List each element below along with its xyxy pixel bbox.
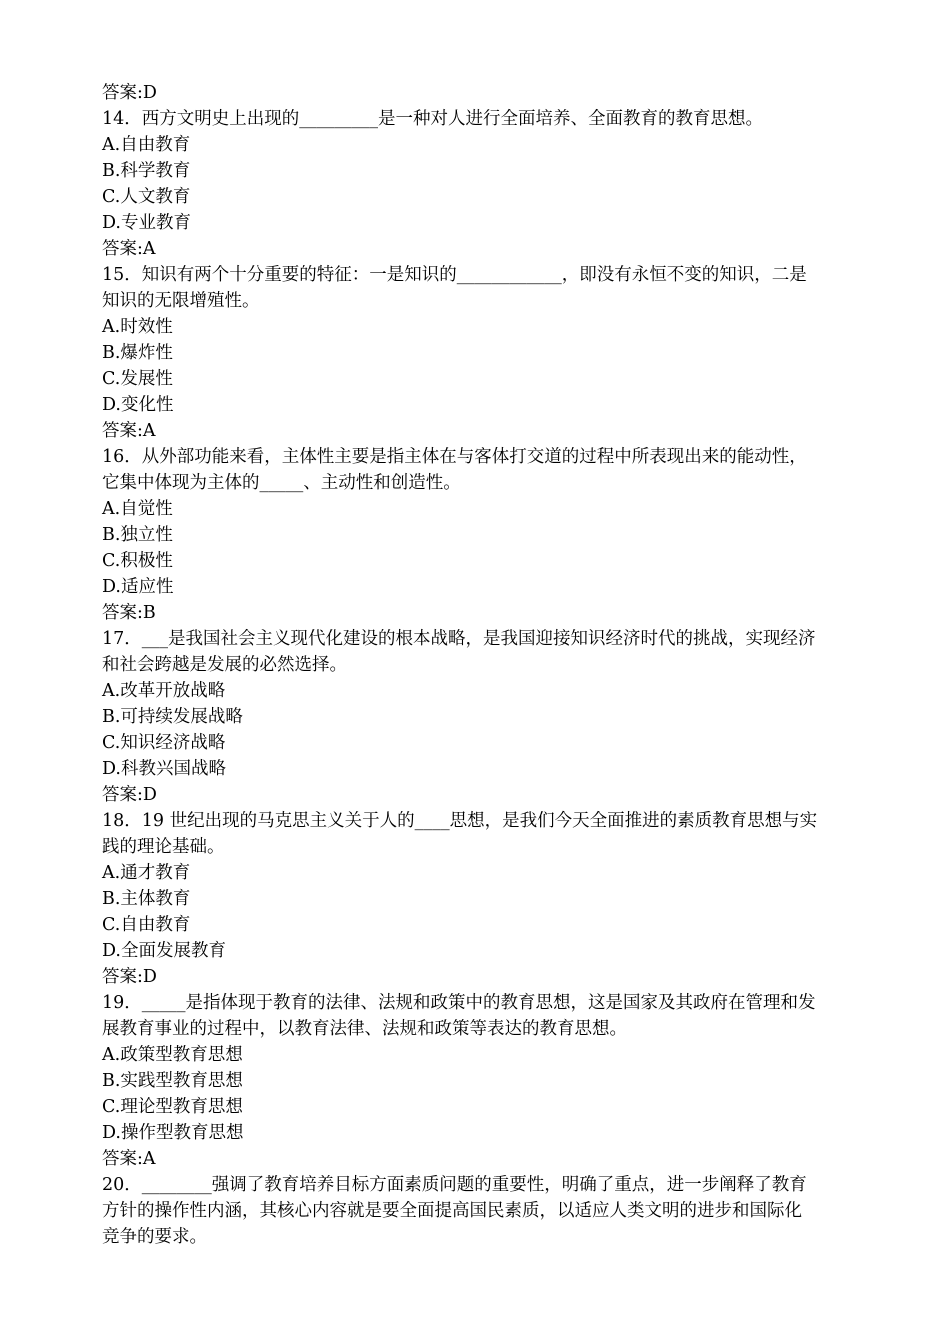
question-18-text-line2: 践的理论基础。 [102, 837, 225, 857]
question-18-option-b: B.主体教育 [102, 889, 191, 909]
question-15-option-b: B.爆炸性 [102, 343, 173, 363]
answer-15: 答案:A [102, 421, 156, 441]
question-19-text-line2: 展教育事业的过程中，以教育法律、法规和政策等表达的教育思想。 [102, 1019, 627, 1039]
question-19-option-a: A.政策型教育思想 [102, 1045, 243, 1065]
question-17-option-a: A.改革开放战略 [102, 681, 226, 701]
question-20-text-line1: 20．________强调了教育培养目标方面素质问题的重要性，明确了重点，进一步阐释了教育 [102, 1175, 807, 1195]
question-17-text-line2: 和社会跨越是发展的必然选择。 [102, 655, 347, 675]
question-16-option-a: A.自觉性 [102, 499, 173, 519]
question-15-option-a: A.时效性 [102, 317, 173, 337]
question-14-option-d: D.专业教育 [102, 213, 191, 233]
question-14-option-b: B.科学教育 [102, 161, 191, 181]
question-14-option-c: C.人文教育 [102, 187, 191, 207]
document-page [102, 80, 872, 1250]
question-16-option-d: D.适应性 [102, 577, 174, 597]
question-17-option-c: C.知识经济战略 [102, 733, 226, 753]
answer-14: 答案:A [102, 239, 156, 259]
question-14-text: 14．西方文明史上出现的_________是一种对人进行全面培养、全面教育的教育思想。 [102, 109, 764, 129]
question-17-option-d: D.科教兴国战略 [102, 759, 226, 779]
question-18-option-a: A.通才教育 [102, 863, 191, 883]
question-19-option-d: D.操作型教育思想 [102, 1123, 244, 1143]
question-15-option-c: C.发展性 [102, 369, 173, 389]
answer-19: 答案:A [102, 1149, 156, 1169]
question-17-text-line1: 17．___是我国社会主义现代化建设的根本战略，是我国迎接知识经济时代的挑战，实现经济 [102, 629, 816, 649]
question-16-text-line1: 16．从外部功能来看，主体性主要是指主体在与客体打交道的过程中所表现出来的能动性， [102, 447, 807, 467]
question-18-option-d: D.全面发展教育 [102, 941, 226, 961]
answer-13: 答案:D [102, 83, 157, 103]
answer-16: 答案:B [102, 603, 156, 623]
answer-18: 答案:D [102, 967, 157, 987]
question-15-option-d: D.变化性 [102, 395, 174, 415]
question-16-option-c: C.积极性 [102, 551, 173, 571]
question-14-option-a: A.自由教育 [102, 135, 191, 155]
question-19-option-c: C.理论型教育思想 [102, 1097, 243, 1117]
question-17-option-b: B.可持续发展战略 [102, 707, 243, 727]
question-19-option-b: B.实践型教育思想 [102, 1071, 243, 1091]
question-16-option-b: B.独立性 [102, 525, 173, 545]
question-16-text-line2: 它集中体现为主体的_____、主动性和创造性。 [102, 473, 461, 493]
question-19-text-line1: 19．_____是指体现于教育的法律、法规和政策中的教育思想，这是国家及其政府在管理和发 [102, 993, 816, 1013]
question-20-text-line3: 竞争的要求。 [102, 1227, 207, 1247]
question-15-text-line2: 知识的无限增殖性。 [102, 291, 260, 311]
answer-17: 答案:D [102, 785, 157, 805]
question-15-text-line1: 15．知识有两个十分重要的特征：一是知识的____________，即没有永恒不变的知识，二是 [102, 265, 807, 285]
question-18-text-line1: 18．19 世纪出现的马克思主义关于人的____思想，是我们今天全面推进的素质教育思想与实 [102, 811, 818, 831]
question-20-text-line2: 方针的操作性内涵，其核心内容就是要全面提高国民素质，以适应人类文明的进步和国际化 [102, 1201, 802, 1221]
question-18-option-c: C.自由教育 [102, 915, 191, 935]
